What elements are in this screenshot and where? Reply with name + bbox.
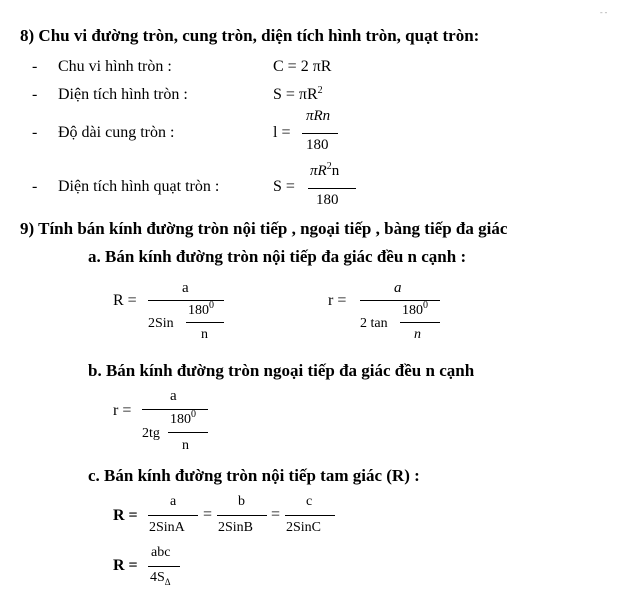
lhs: R = (113, 507, 138, 524)
den-main: 4S (150, 570, 165, 585)
inner-numerator (188, 300, 214, 319)
label-circumference: Chu vi hình tròn : (58, 58, 172, 75)
bullet: - (32, 86, 38, 103)
num-main: πR (310, 163, 327, 179)
degree-exponent: 0 (209, 300, 214, 311)
fraction-bar (302, 133, 338, 134)
inner-num-value: 180 (402, 303, 423, 318)
den-prefix: 2tg (142, 426, 160, 441)
inner-numerator (170, 409, 196, 428)
corner-mark: - - (600, 8, 608, 17)
inner-num-value: 180 (170, 412, 191, 427)
bullet: - (32, 58, 38, 75)
fraction-bar (285, 515, 335, 516)
inner-fraction-bar (400, 322, 440, 323)
den-prefix: 2 tan (360, 316, 388, 331)
denominator-c: 2SinC (286, 520, 322, 535)
numerator-b: b (238, 494, 245, 509)
bullet: - (32, 178, 38, 195)
formula-base: S = πR (273, 86, 318, 103)
arc-numerator: πRn (306, 108, 331, 124)
numerator: a (182, 280, 189, 296)
numerator-a: a (170, 494, 177, 509)
subsection-b-heading: b. Bán kính đường tròn ngoại tiếp đa giác đều n cạnh (88, 361, 475, 380)
equals: = (203, 506, 213, 523)
fraction-bar (308, 188, 356, 189)
inner-fraction-bar (186, 322, 224, 323)
numerator-c: c (306, 494, 313, 509)
formula-sector-lhs: S = (273, 178, 295, 195)
inner-denominator: n (182, 438, 189, 453)
formula-exponent: 2 (317, 85, 323, 96)
den-subscript: Δ (164, 577, 171, 587)
lhs: r = (328, 292, 347, 309)
fraction-bar (142, 409, 208, 410)
denominator-a: 2SinA (149, 520, 185, 535)
sector-numerator (310, 163, 339, 180)
label-circle-area: Diện tích hình tròn : (58, 86, 188, 103)
inner-denominator: n (201, 327, 208, 342)
degree-exponent: 0 (191, 409, 196, 420)
lhs: R = (113, 292, 137, 309)
subsection-a-heading: a. Bán kính đường tròn nội tiếp đa giác đều n cạnh : (88, 247, 467, 266)
section-8-title: 8) Chu vi đường tròn, cung tròn, diện tích hình tròn, quạt tròn: (20, 26, 480, 45)
bullet: - (32, 124, 38, 141)
fraction-bar (360, 300, 440, 301)
inner-fraction-bar (168, 432, 208, 433)
section-9-title: 9) Tính bán kính đường tròn nội tiếp , ngoại tiếp , bàng tiếp đa giác (20, 219, 508, 238)
formula-circumference: C = 2 πR (273, 58, 332, 75)
num-tail: n (331, 163, 340, 179)
lhs: r = (113, 402, 132, 419)
sector-denominator: 180 (316, 192, 339, 208)
lhs: R = (113, 557, 138, 574)
degree-exponent: 0 (423, 300, 428, 311)
label-sector-area: Diện tích hình quạt tròn : (58, 178, 220, 195)
formula-arc-lhs: l = (273, 124, 291, 141)
numerator: a (170, 388, 177, 404)
denominator-b: 2SinB (218, 520, 254, 535)
label-arc-length: Độ dài cung tròn : (58, 124, 175, 141)
inner-numerator (402, 300, 428, 319)
numerator: a (394, 280, 402, 296)
inner-num-value: 180 (188, 303, 209, 318)
den-prefix: 2Sin (148, 316, 174, 331)
arc-denominator: 180 (306, 137, 329, 153)
denominator (150, 570, 171, 586)
equals: = (271, 506, 281, 523)
fraction-bar (217, 515, 267, 516)
fraction-bar (148, 515, 198, 516)
formula-circle-area (273, 86, 323, 104)
num-exponent: 2 (326, 161, 332, 172)
numerator: abc (151, 545, 171, 560)
fraction-bar (148, 566, 180, 567)
inner-denominator: n (414, 327, 421, 342)
subsection-c-heading: c. Bán kính đường tròn nội tiếp tam giác (R) : (88, 466, 420, 485)
